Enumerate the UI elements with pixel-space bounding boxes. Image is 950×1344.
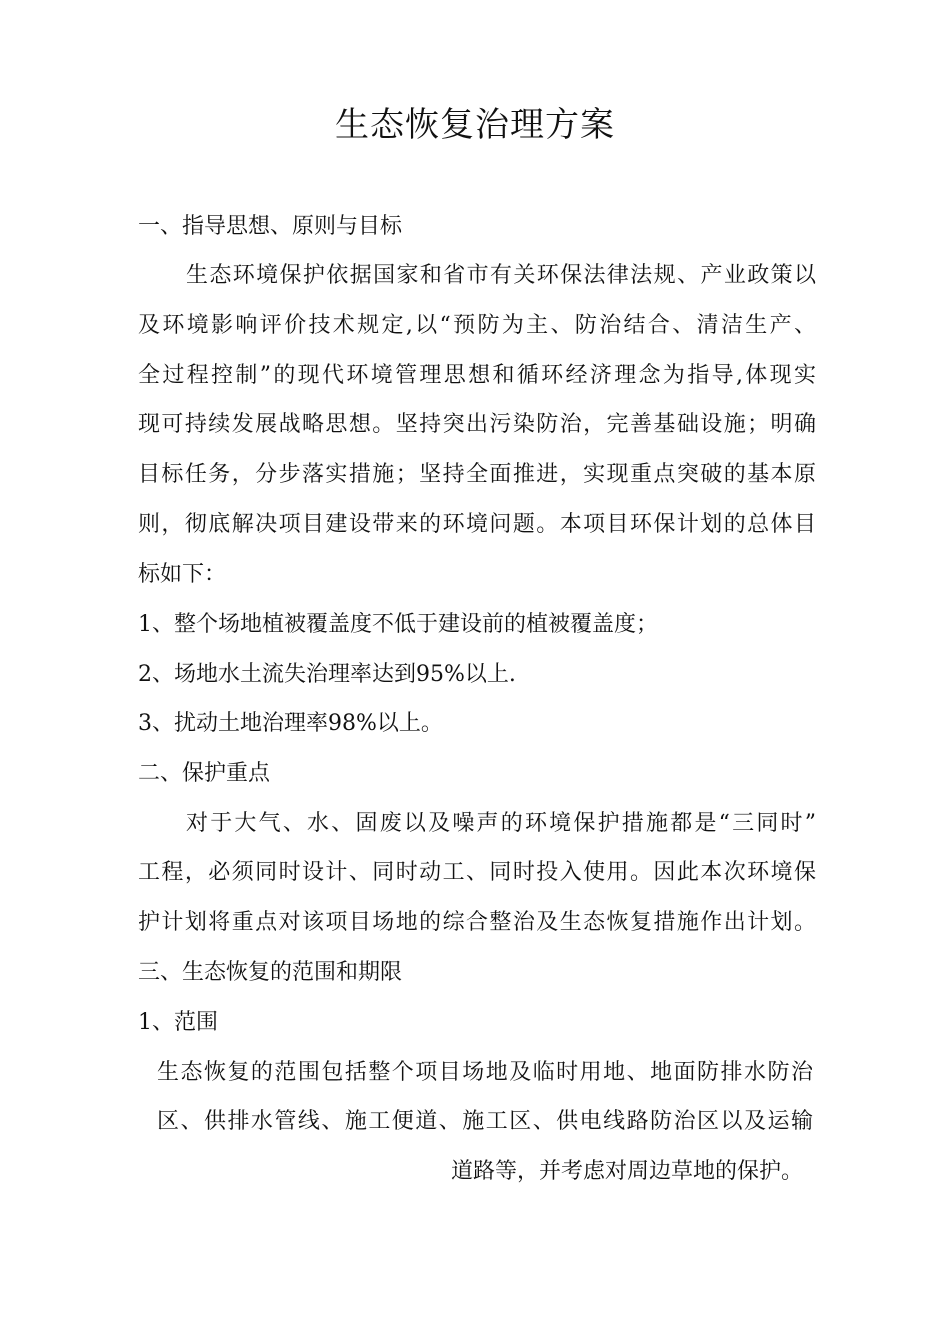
paragraph-line: 及环境影响评价技术规定,以“预防为主、防治结合、清洁生产、 — [138, 313, 816, 338]
paragraph-line: 道路等，并考虑对周边草地的保护。 — [450, 1159, 803, 1184]
paragraph-line: 标如下： — [138, 562, 227, 587]
section-heading-1: 一、指导思想、原则与目标 — [138, 214, 403, 239]
paragraph-line: 生态环境保护依据国家和省市有关环保法律法规、产业政策以 — [186, 263, 816, 288]
section-heading-2: 二、保护重点 — [138, 761, 271, 786]
goal-item-1: 1、整个场地植被覆盖度不低于建设前的植被覆盖度； — [138, 612, 658, 637]
paragraph-line: 现可持续发展战略思想。坚持突出污染防治，完善基础设施；明确 — [138, 412, 816, 437]
subsection-heading: 1、范围 — [138, 1010, 218, 1035]
paragraph-line: 区、供排水管线、施工便道、施工区、供电线路防治区以及运输 — [157, 1109, 813, 1134]
paragraph-line: 目标任务，分步落实措施；坚持全面推进，实现重点突破的基本原 — [138, 462, 816, 487]
paragraph-line: 工程，必须同时设计、同时动工、同时投入使用。因此本次环境保 — [138, 860, 816, 885]
goal-item-3: 3、扰动土地治理率98%以上。 — [138, 711, 443, 736]
goal-item-2: 2、场地水土流失治理率达到95%以上. — [138, 662, 516, 687]
paragraph-line: 护计划将重点对该项目场地的综合整治及生态恢复措施作出计划。 — [138, 910, 816, 935]
paragraph-line: 则，彻底解决项目建设带来的环境问题。本项目环保计划的总体目 — [138, 512, 816, 537]
section-heading-3: 三、生态恢复的范围和期限 — [138, 960, 403, 985]
paragraph-line: 对于大气、水、固废以及噪声的环境保护措施都是“三同时” — [186, 811, 816, 836]
paragraph-line: 生态恢复的范围包括整个项目场地及临时用地、地面防排水防治 — [157, 1060, 813, 1085]
document-title: 生态恢复治理方案 — [335, 105, 615, 145]
paragraph-line: 全过程控制”的现代环境管理思想和循环经济理念为指导,体现实 — [138, 363, 816, 388]
